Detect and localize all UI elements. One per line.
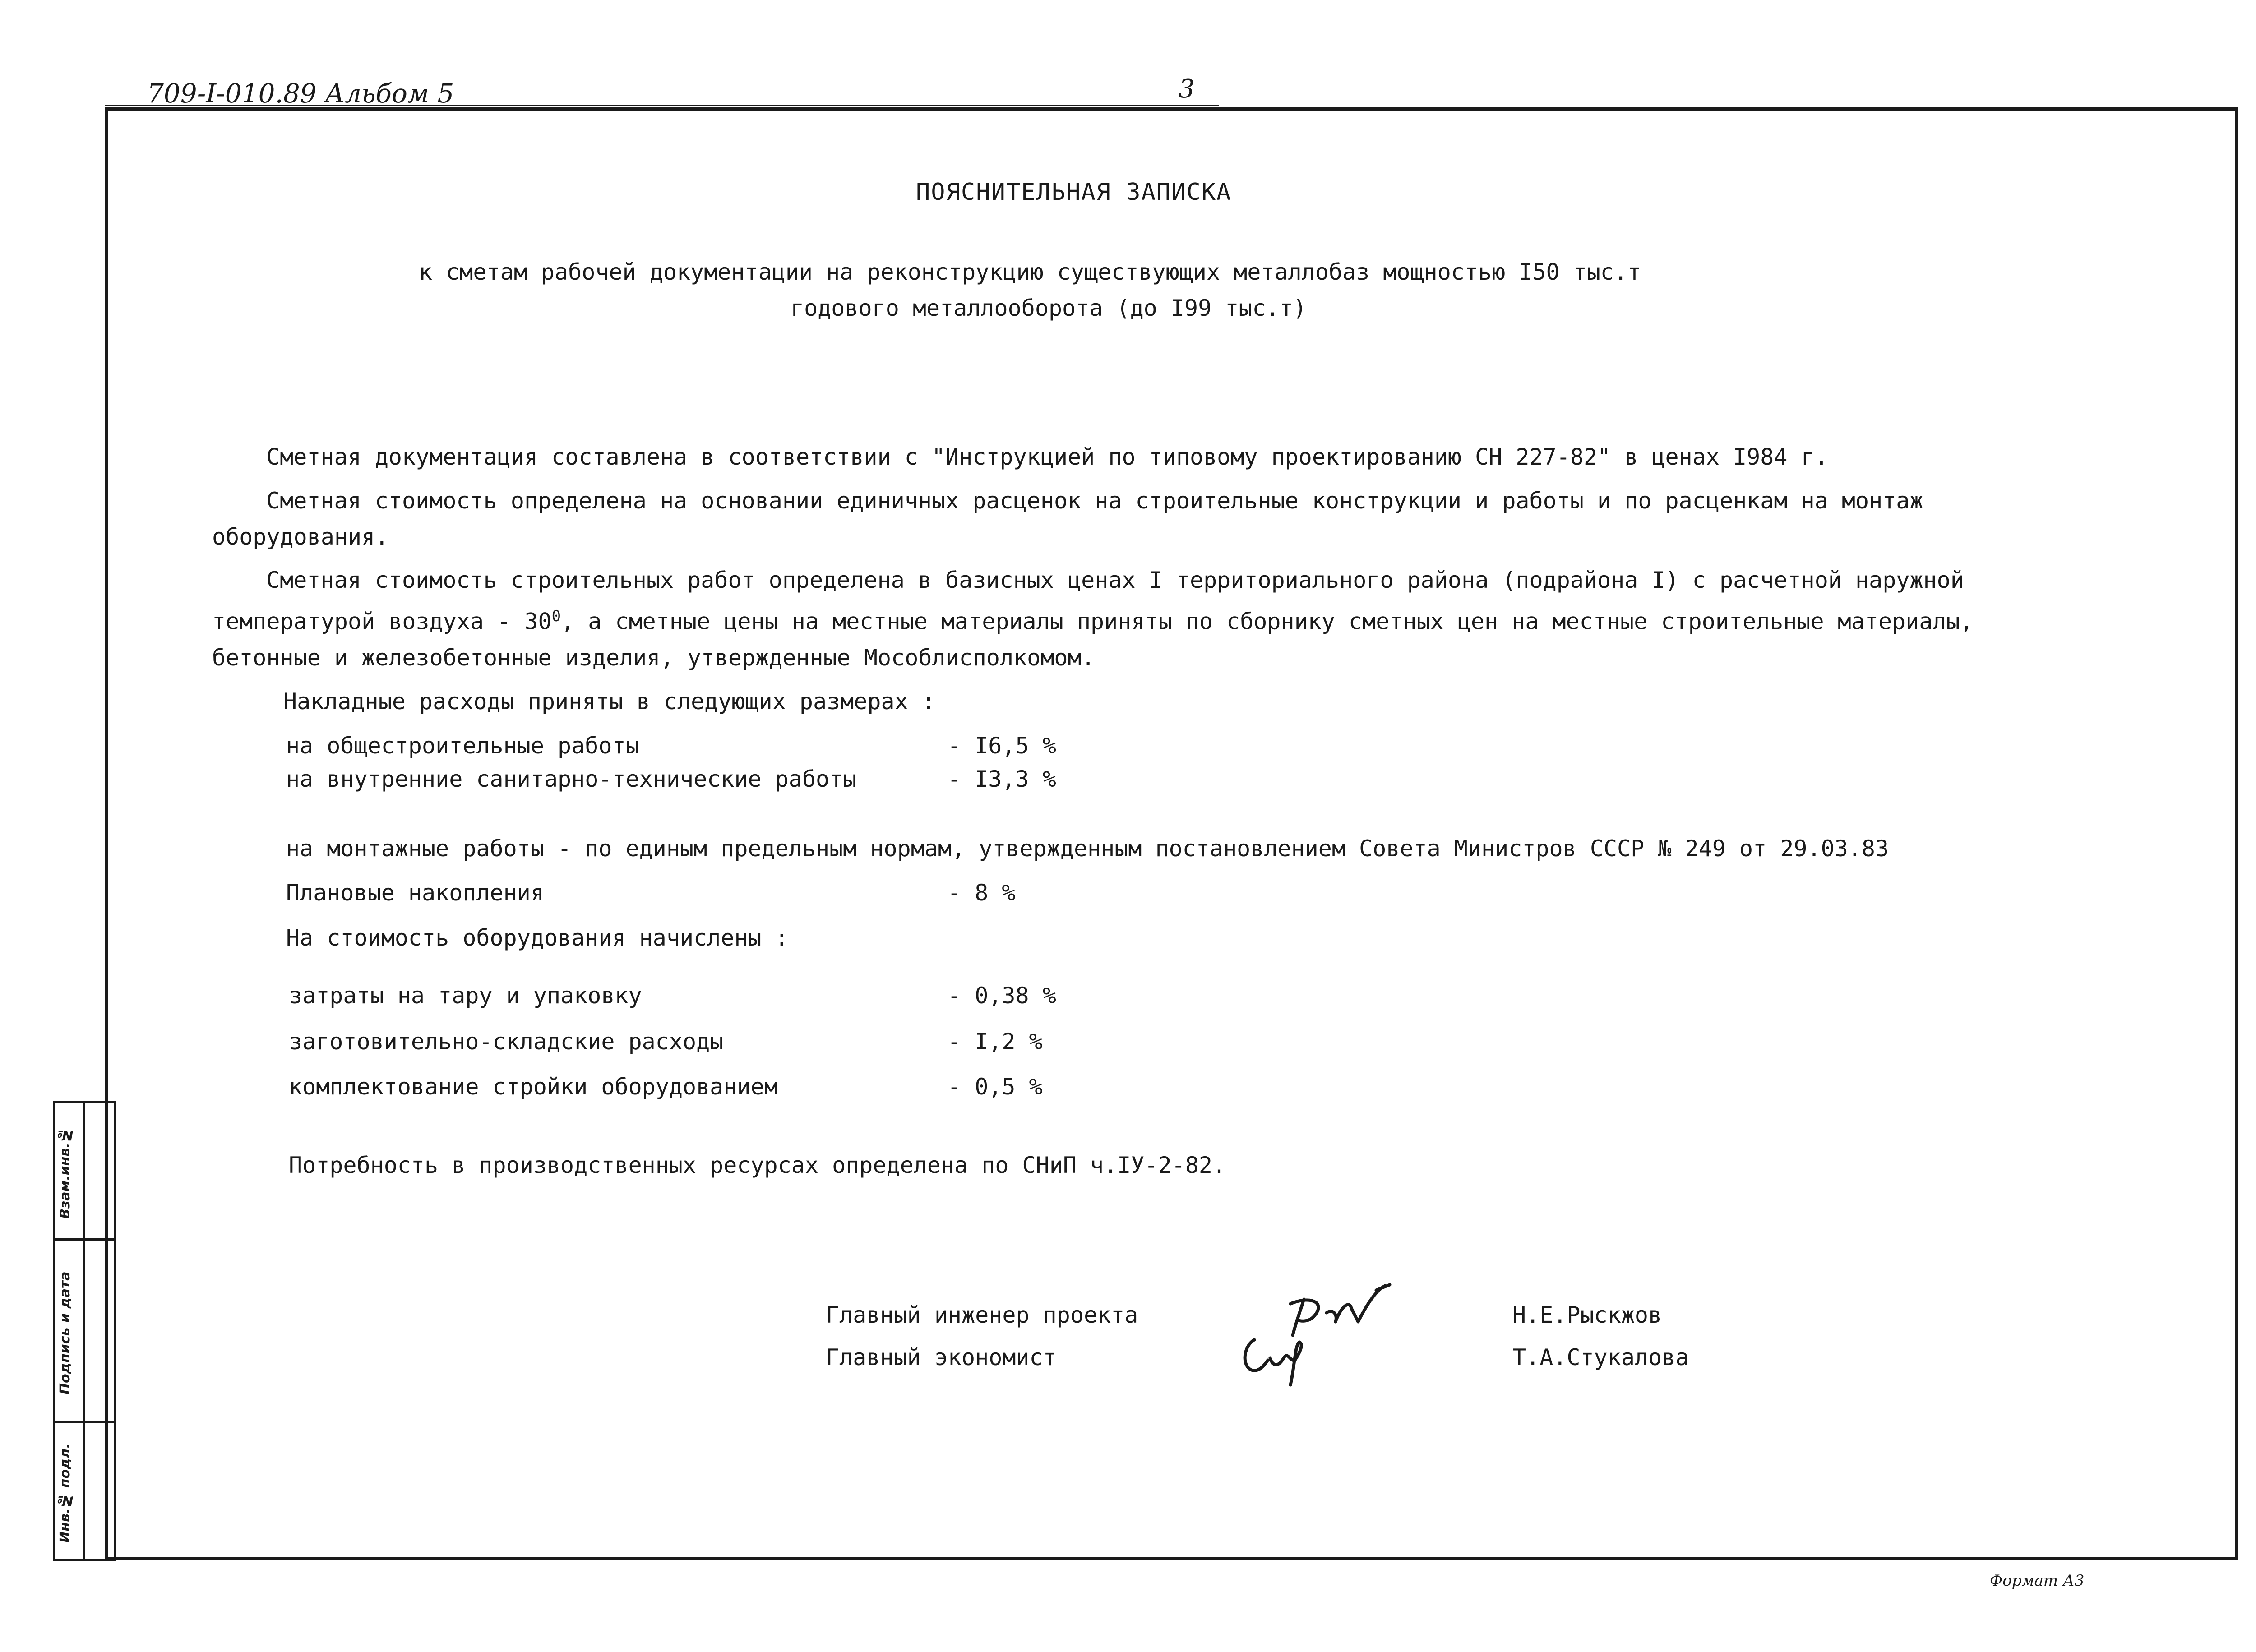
stamp-cell	[53, 1238, 116, 1423]
degree-superscript: 0	[551, 607, 561, 625]
resources-line: Потребность в производственных ресурсах определена по СНиП ч.IУ-2-82.	[289, 1152, 1226, 1178]
overhead-heading: Накладные расходы приняты в следующих размерах :	[283, 688, 935, 715]
stamp-divider	[83, 1103, 85, 1238]
mounting-works-line: на монтажные работы - по единым предельным нормам, утвержденным постановлением Совета Министров СССР № 249 от 29.03.83	[286, 835, 1889, 862]
chief-economist-signature	[1245, 1340, 1301, 1385]
paragraph-cost-text: Сметная стоимость определена на основании единичных расценок на строительные конструкции и работы и по расценкам на монтаж оборудования.	[212, 488, 1923, 550]
paragraph-construction-text-a: Сметная стоимость строительных работ определена в базисных ценах I территориального района (подрайона I) с расчетной наружной температурой воздуха - 30	[212, 567, 1964, 635]
stamp-divider	[83, 1241, 85, 1421]
equipment-row-value: - 0,5 %	[948, 1074, 1043, 1100]
document-code: 709-I-010.89 Альбом 5	[147, 78, 454, 109]
side-stamp	[53, 1101, 116, 1561]
signature-role: Главный экономист	[826, 1344, 1057, 1371]
equipment-row-value: - 0,38 %	[948, 983, 1056, 1009]
overhead-row-label: на внутренние санитарно-технические работы	[286, 766, 857, 792]
stamp-divider	[83, 1423, 85, 1559]
document-title: ПОЯСНИТЕЛЬНАЯ ЗАПИСКА	[916, 179, 1232, 206]
stamp-cell	[53, 1101, 116, 1241]
equipment-row-value: - I,2 %	[948, 1029, 1043, 1055]
subtitle-line-1: к сметам рабочей документации на реконструкцию существующих металлобаз мощностью I50 тыс.т	[419, 259, 1641, 285]
paragraph-basis: Сметная документация составлена в соответствии с "Инструкцией по типовому проектированию СН 227-82" в ценах I984 г.	[266, 444, 1828, 470]
planned-savings-label: Плановые накопления	[286, 880, 544, 906]
paragraph-cost-determination	[212, 483, 2039, 555]
overhead-row-value: - I3,3 %	[948, 766, 1056, 792]
handwritten-signatures	[1236, 1277, 1426, 1389]
overhead-row-label: на общестроительные работы	[286, 733, 639, 759]
chief-engineer-signature	[1290, 1285, 1390, 1335]
format-label: Формат А3	[1990, 1572, 2085, 1590]
signature-name: Т.А.Стукалова	[1512, 1344, 1689, 1371]
equipment-row-label: комплектование стройки оборудованием	[289, 1074, 778, 1100]
signature-name: Н.Е.Рыскжов	[1512, 1302, 1662, 1328]
sheet-frame	[105, 107, 2238, 1560]
stamp-label: Подпись и дата	[57, 1271, 73, 1395]
signature-role: Главный инженер проекта	[826, 1302, 1138, 1328]
planned-savings-value: - 8 %	[948, 880, 1016, 906]
stamp-label: Инв.№ подл.	[57, 1443, 73, 1543]
paragraph-construction-cost	[212, 562, 2053, 676]
header-underline	[105, 105, 1219, 106]
equipment-row-label: заготовительно-складские расходы	[289, 1029, 724, 1055]
page-number: 3	[1179, 74, 1195, 104]
subtitle-line-2: годового металлооборота (до I99 тыс.т)	[791, 295, 1307, 321]
overhead-row-value: - I6,5 %	[948, 733, 1056, 759]
paragraph-construction-text-b: , а сметные цены на местные материалы приняты по сборнику сметных цен на местные строительные материалы, бетонные и железобетонные изделия, утвержденные Мособлисполкомом.	[212, 608, 1974, 671]
stamp-cell	[53, 1421, 116, 1561]
equipment-heading: На стоимость оборудования начислены :	[286, 925, 789, 951]
equipment-row-label: затраты на тару и упаковку	[289, 983, 642, 1009]
stamp-label: Взам.инв.№	[57, 1127, 73, 1219]
